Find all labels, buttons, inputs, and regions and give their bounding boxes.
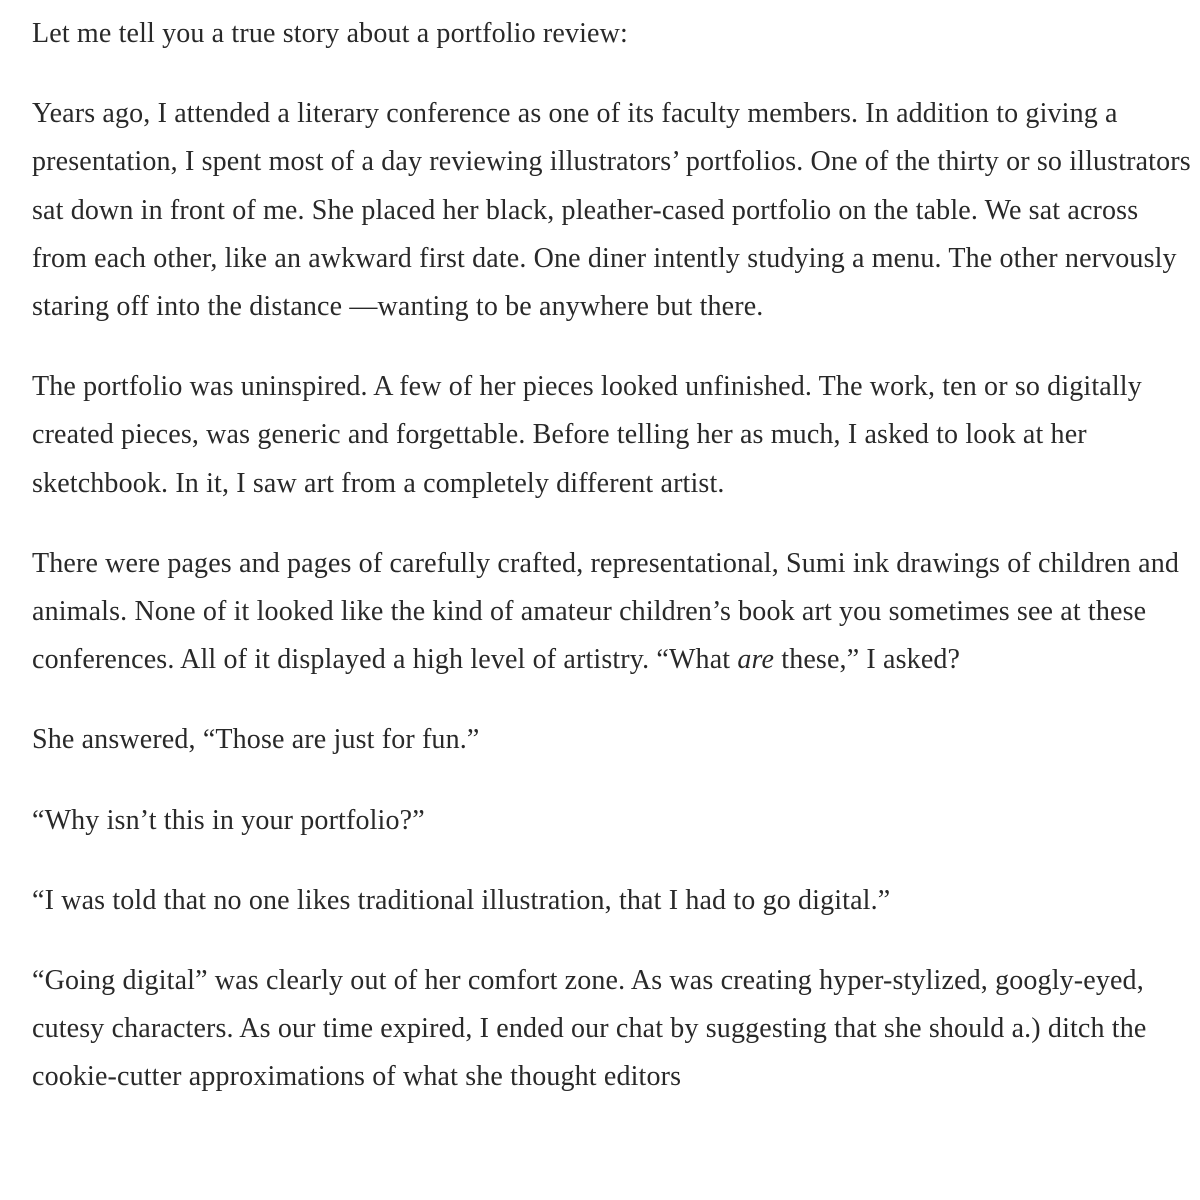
emphasis-text: are	[737, 644, 775, 676]
paragraph-question: “Why isn’t this in your portfolio?”	[32, 804, 425, 836]
article-body	[32, 10, 1197, 1134]
paragraph-sketchbook-text: There were pages and pages of carefully crafted, representational, Sumi ink drawings of children and animals. None of it looked like the kind of amateur children’s book art you sometimes see at these conferences. All of it displayed a high level of artistry. “What	[32, 547, 1179, 676]
paragraph-digital: “Going digital” was clearly out of her comfort zone. As was creating hyper-stylized, googly-eyed, cutesy characters. As our time expired, I ended our chat by suggesting that she should a.) ditch the cookie-cutter approximations of what she thought editors	[32, 965, 1147, 1093]
paragraph-conference: Years ago, I attended a literary conference as one of its faculty members. In addition to giving a presentation, I spent most of a day reviewing illustrators’ portfolios. One of the thirty or so illustrators sat down in front of me. She placed her black, pleather-cased portfolio on the table. We sat across from each other, like an awkward first date. One diner intently studying a menu. The other nervously staring off into the distance —wanting to be anywhere but there.	[32, 98, 1191, 323]
paragraph-intro: Let me tell you a true story about a portfolio review:	[32, 18, 628, 49]
paragraph-sketchbook	[32, 540, 1197, 685]
paragraph-sketchbook-end: these,” I asked?	[774, 644, 961, 676]
paragraph-answer: She answered, “Those are just for fun.”	[32, 724, 480, 756]
paragraph-portfolio: The portfolio was uninspired. A few of her pieces looked unfinished. The work, ten or so digitally created pieces, was generic and forgettable. Before telling her as much, I asked to look at her sketchbook. In it, I saw art from a completely different artist.	[32, 371, 1142, 499]
paragraph-reply: “I was told that no one likes traditional illustration, that I had to go digital.”	[32, 884, 891, 916]
